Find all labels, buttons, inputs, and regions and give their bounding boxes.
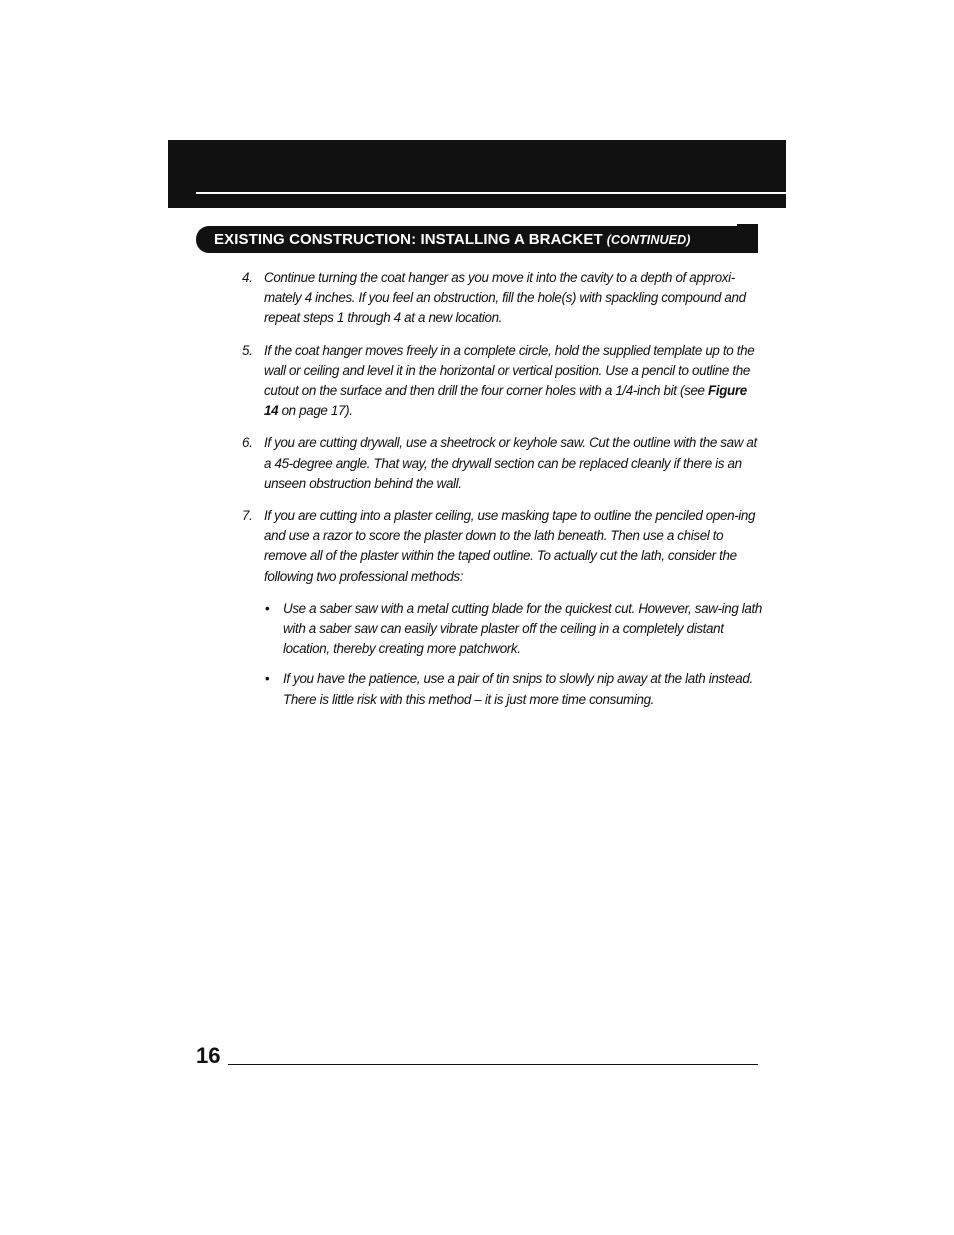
step-text-after: on page 17). [278,403,353,419]
step-number: 5. [242,342,253,358]
step-text: If the coat hanger moves freely in a complete circle, hold the supplied template up to the wall or ceiling and level it in the horizontal or vertical position. Use a pencil to outline the cutout on the surface and then drill the four corner holes with a 1/4-inch bit (see [264,342,755,399]
bullet-marker: • [265,671,270,687]
step-text: If you are cutting into a plaster ceiling, use masking tape to outline the penciled open-ing and use a razor to score the plaster down to the lath beneath. Then use a chisel to remove all of the plaster within the taped outline. To actually cut the lath, consider the following two professional methods: [264,508,756,584]
method-list [264,599,762,710]
list-item [264,599,762,660]
header-rule [196,192,786,194]
step-text: Continue turning the coat hanger as you move it into the cavity to a depth of approxi-mately 4 inches. If you feel an obstruction, fill the hole(s) with spackling compound and repeat steps 1 through 4 at a new location. [264,270,746,326]
section-title [214,226,690,253]
figure-reference: Figure 14 [264,383,747,419]
header-band [168,140,786,208]
page-number: 16 [196,1043,221,1068]
step-4 [240,268,762,329]
step-number: 4. [242,270,253,285]
step-text: If you are cutting drywall, use a sheetrock or keyhole saw. Cut the outline with the saw at a 45-degree angle. That way, the drywall section can be replaced cleanly if there is an unseen obstruction behind the wall. [264,435,757,491]
bullet-text: If you have the patience, use a pair of tin snips to slowly nip away at the lath instead. There is little risk with this method – it is just more time consuming. [283,671,753,707]
bullet-text: Use a saber saw with a metal cutting blade for the quickest cut. However, saw-ing lath with a saber saw can easily vibrate plaster off the ceiling in a completely distant location, thereby creating more patchwork. [283,600,762,657]
step-number: 6. [242,435,253,451]
step-6 [240,433,762,494]
instructions [240,268,762,720]
section-title-continued: (CONTINUED) [606,233,691,247]
step-5 [240,341,762,422]
step-number: 7. [242,508,253,524]
section-title-text: EXISTING CONSTRUCTION: INSTALLING A BRACKET [214,231,603,248]
bullet-marker: • [265,600,270,616]
step-7 [240,506,762,587]
footer-rule [228,1064,758,1065]
list-item [264,669,762,709]
